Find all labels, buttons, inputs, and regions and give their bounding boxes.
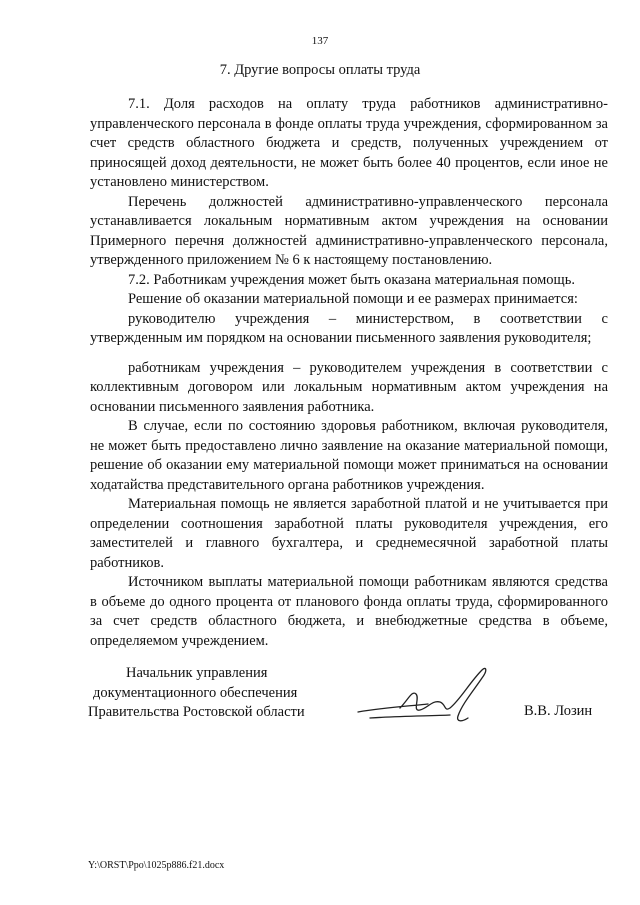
signer-position-line1: Начальник управления — [126, 665, 268, 681]
paragraph: В случае, если по состоянию здоровья работником, включая руководителя, не может быть предоставлено лично заявление на оказание материальной помощи, решение об оказании ему материальной помощи может приниматься на основании ходатайства представительного органа работников учреждения. — [90, 418, 608, 493]
file-path-footer: Y:\ORST\Ppo\1025p886.f21.docx — [88, 860, 225, 871]
paragraph: Перечень должностей административно-управленческого персонала устанавливается локальным нормативным актом учреждения на основании Примерного перечня должностей административно-управленческого персонала, утвержденного приложением № 6 к настоящему постановлению. — [90, 193, 608, 268]
paragraph: Источником выплаты материальной помощи работникам являются средства в объеме до одного процента от планового фонда оплаты труда, сформированного за счет средств областного бюджета, и внебюджетные средства в объеме, определяемом учреждением. — [90, 574, 608, 649]
paragraph: руководителю учреждения – министерством, в соответствии с утвержденным им порядком на основании письменного заявления руководителя; — [90, 310, 608, 346]
signer-position-line2: документационного обеспечения — [93, 684, 298, 701]
signer-name: В.В. Лозин — [524, 703, 593, 719]
document-body — [90, 95, 608, 651]
paragraph: Материальная помощь не является заработной платой и не учитывается при определении соотношения заработной платы руководителя учреждения, его заместителей и главного бухгалтера, и среднемесячной заработной платы работников. — [90, 496, 608, 571]
signature-block — [88, 664, 305, 723]
section-title: 7. Другие вопросы оплаты труда — [219, 62, 421, 78]
paragraph: работникам учреждения – руководителем учреждения в соответствии с коллективным договором или локальным нормативным актом учреждения на основании письменного заявления работника. — [90, 359, 608, 415]
paragraph: 7.2. Работникам учреждения может быть оказана материальная помощь. — [128, 271, 575, 288]
handwritten-signature — [350, 660, 510, 740]
paragraph: 7.1. Доля расходов на оплату труда работников административно-управленческого персонала в фонде оплаты труда учреждения, сформированном за счет средств областного бюджета и средств, полученных учреждением от приносящей доход деятельности, не может быть более 40 процентов, если иное не установлено министерством. — [90, 96, 608, 190]
paragraph: Решение об оказании материальной помощи и ее размерах принимается: — [128, 291, 578, 307]
page-number: 137 — [311, 35, 329, 47]
signer-position-line3: Правительства Ростовской области — [88, 704, 305, 720]
